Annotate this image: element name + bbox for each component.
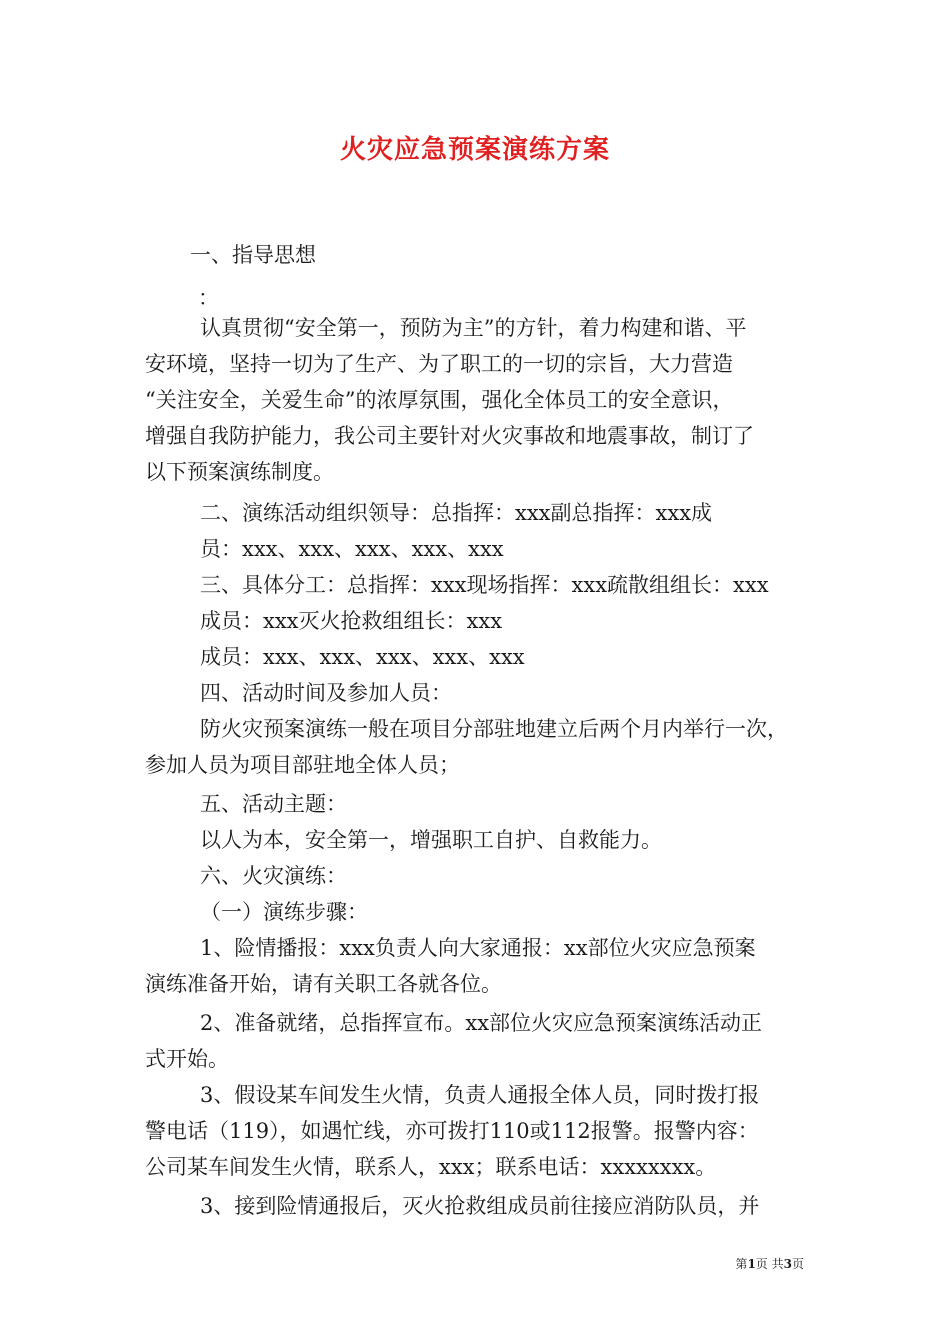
section-heading-guiding-thought: 一、指导思想 (190, 243, 316, 267)
page-footer (735, 1256, 804, 1272)
subsection-heading-drill-steps: （一）演练步骤： (200, 900, 368, 924)
section-heading-time-participants: 四、活动时间及参加人员： (200, 681, 452, 705)
section-heading-fire-drill: 六、火灾演练： (200, 864, 347, 888)
text-line: 2、准备就绪，总指挥宣布。xx部位火灾应急预案演练活动正 (200, 1011, 763, 1035)
document-title: 火灾应急预案演练方案 (339, 135, 610, 165)
section-heading-division: 三、具体分工：总指挥：xxx现场指挥：xxx疏散组组长：xxx (200, 573, 769, 597)
footer-middle: 页 共 (755, 1257, 784, 1271)
text-line: 3、接到险情通报后，灭火抢救组成员前往接应消防队员，并 (200, 1194, 760, 1218)
text-line: 员：xxx、xxx、xxx、xxx、xxx (200, 537, 504, 561)
text-line: 以人为本，安全第一，增强职工自护、自救能力。 (200, 828, 662, 852)
text-line: 1、险情播报：xxx负责人向大家通报：xx部位火灾应急预案 (200, 936, 756, 960)
footer-current-page: 1 (747, 1257, 756, 1271)
text-line: 警电话（119），如遇忙线，亦可拨打110或112报警。报警内容： (145, 1119, 759, 1143)
text-line: 参加人员为项目部驻地全体人员； (145, 753, 460, 777)
text-line: 成员：xxx、xxx、xxx、xxx、xxx (200, 645, 525, 669)
text-line: 认真贯彻“安全第一，预防为主”的方针，着力构建和谐、平 (200, 316, 747, 340)
text-line: 防火灾预案演练一般在项目分部驻地建立后两个月内举行一次， (200, 717, 788, 741)
text-line: ： (198, 286, 219, 310)
text-line: 成员：xxx灭火抢救组组长：xxx (200, 609, 503, 633)
text-line: 以下预案演练制度。 (145, 460, 334, 484)
text-line: “关注安全，关爱生命”的浓厚氛围，强化全体员工的安全意识， (145, 388, 734, 412)
text-line: 公司某车间发生火情，联系人，xxx；联系电话：xxxxxxxx。 (145, 1155, 717, 1179)
text-line: 演练准备开始，请有关职工各就各位。 (145, 972, 502, 996)
text-line: 式开始。 (145, 1047, 229, 1071)
section-heading-organization: 二、演练活动组织领导：总指挥：xxx副总指挥：xxx成 (200, 501, 713, 525)
footer-suffix: 页 (791, 1257, 804, 1271)
text-line: 3、假设某车间发生火情，负责人通报全体人员，同时拨打报 (200, 1083, 760, 1107)
text-line: 安环境，坚持一切为了生产、为了职工的一切的宗旨，大力营造 (145, 352, 733, 376)
text-line: 增强自我防护能力，我公司主要针对火灾事故和地震事故，制订了 (145, 424, 754, 448)
section-heading-theme: 五、活动主题： (200, 792, 347, 816)
footer-prefix: 第 (735, 1257, 748, 1271)
footer-total-pages: 3 (783, 1257, 792, 1271)
